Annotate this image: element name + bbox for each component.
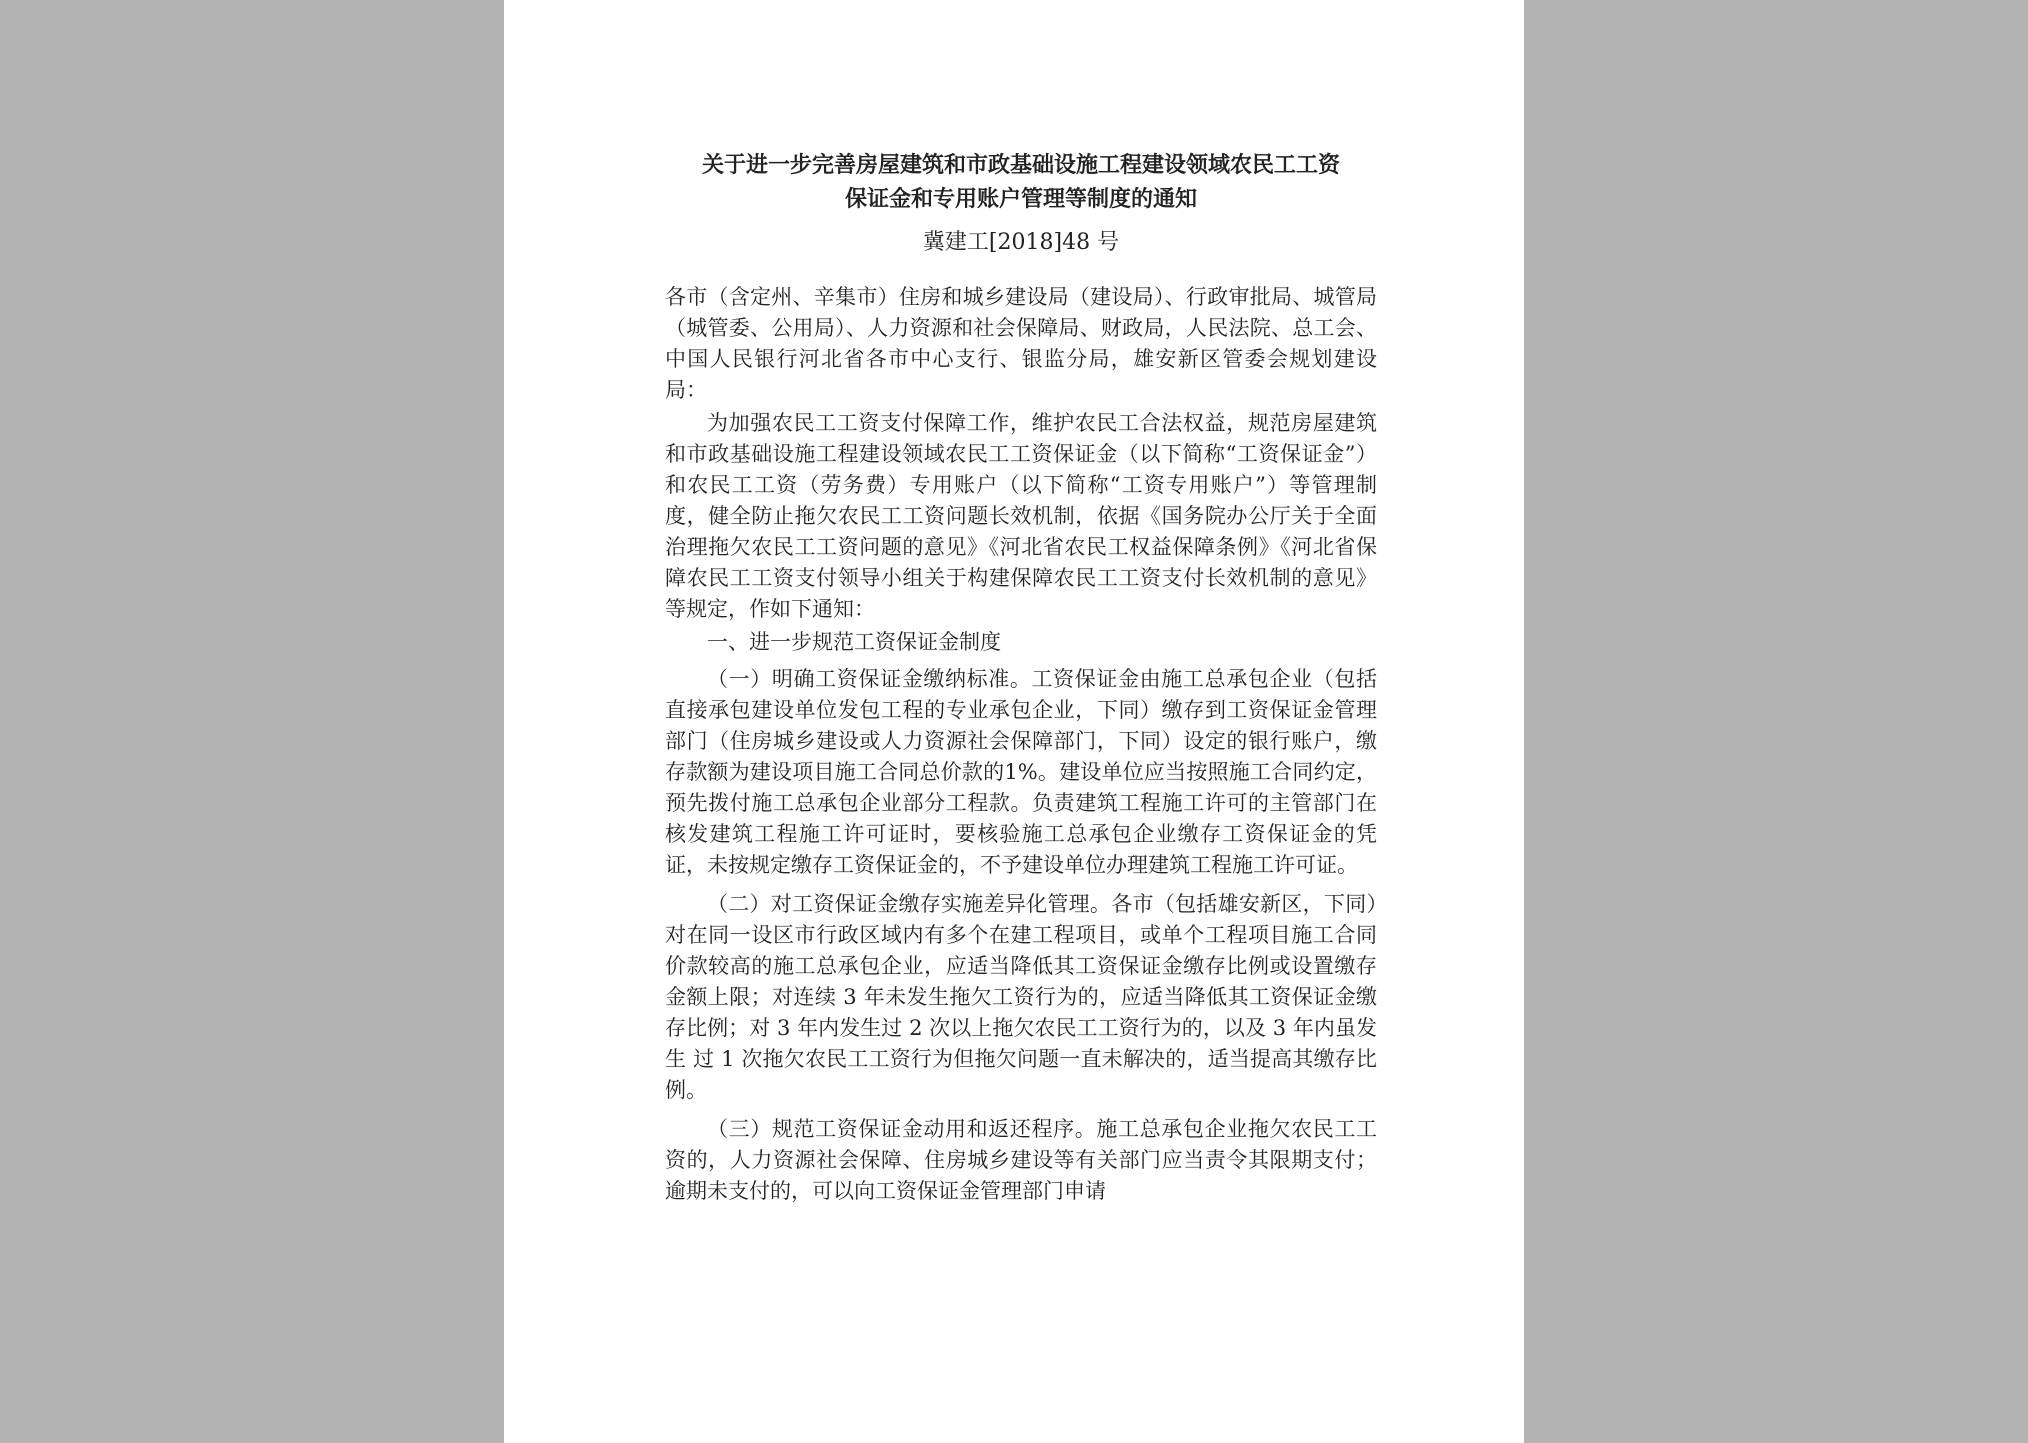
document-title-line-1: 关于进一步完善房屋建筑和市政基础设施工程建设领域农民工工资 — [701, 152, 1340, 178]
document-title-line-2: 保证金和专用账户管理等制度的通知 — [844, 186, 1197, 212]
document-content — [665, 148, 1377, 1207]
section-heading-1: 一、进一步规范工资保证金制度 — [707, 630, 1001, 654]
item-2-paragraph: （二）对工资保证金缴存实施差异化管理。各市（包括雄安新区，下同）对在同一设区市行政区域内有多个在建工程项目，或单个工程项目施工合同价款较高的施工总承包企业，应适当降低其工资保证金缴存比例或设置缴存金额上限；对连续 3 年未发生拖欠工资行为的，应适当降低其工资保证金缴存比例；对 3 年内发生过 2 次以上拖欠农民工工资行为的，以及 3 年内虽发生 过 1 次拖欠农民工工资行为但拖欠问题一直未解决的，适当提高其缴存比例。 — [665, 892, 1377, 1102]
document-page — [504, 0, 1524, 1443]
document-number: 冀建工[2018]48 号 — [922, 230, 1120, 255]
addressees-paragraph: 各市（含定州、辛集市）住房和城乡建设局（建设局）、行政审批局、城管局（城管委、公用局）、人力资源和社会保障局、财政局，人民法院、总工会、中国人民银行河北省各市中心支行、银监分局，雄安新区管委会规划建设局： — [665, 285, 1377, 402]
intro-paragraph: 为加强农民工工资支付保障工作，维护农民工合法权益，规范房屋建筑和市政基础设施工程建设领域农民工工资保证金（以下简称“工资保证金”）和农民工工资（劳务费）专用账户（以下简称“工资专用账户”）等管理制度，健全防止拖欠农民工工资问题长效机制，依据《国务院办公厅关于全面治理拖欠农民工工资问题的意见》《河北省农民工权益保障条例》《河北省保障农民工工资支付领导小组关于构建保障农民工工资支付长效机制的意见》等规定，作如下通知： — [665, 411, 1377, 621]
item-3-paragraph: （三）规范工资保证金动用和返还程序。施工总承包企业拖欠农民工工资的，人力资源社会保障、住房城乡建设等有关部门应当责令其限期支付；逾期未支付的，可以向工资保证金管理部门申请 — [665, 1117, 1377, 1203]
item-1-paragraph: （一）明确工资保证金缴纳标准。工资保证金由施工总承包企业（包括直接承包建设单位发包工程的专业承包企业，下同）缴存到工资保证金管理部门（住房城乡建设或人力资源社会保障部门，下同）设定的银行账户，缴存款额为建设项目施工合同总价款的1%。建设单位应当按照施工合同约定，预先拨付施工总承包企业部分工程款。负责建筑工程施工许可的主管部门在核发建筑工程施工许可证时，要核验施工总承包企业缴存工资保证金的凭证，未按规定缴存工资保证金的，不予建设单位办理建筑工程施工许可证。 — [665, 667, 1377, 877]
